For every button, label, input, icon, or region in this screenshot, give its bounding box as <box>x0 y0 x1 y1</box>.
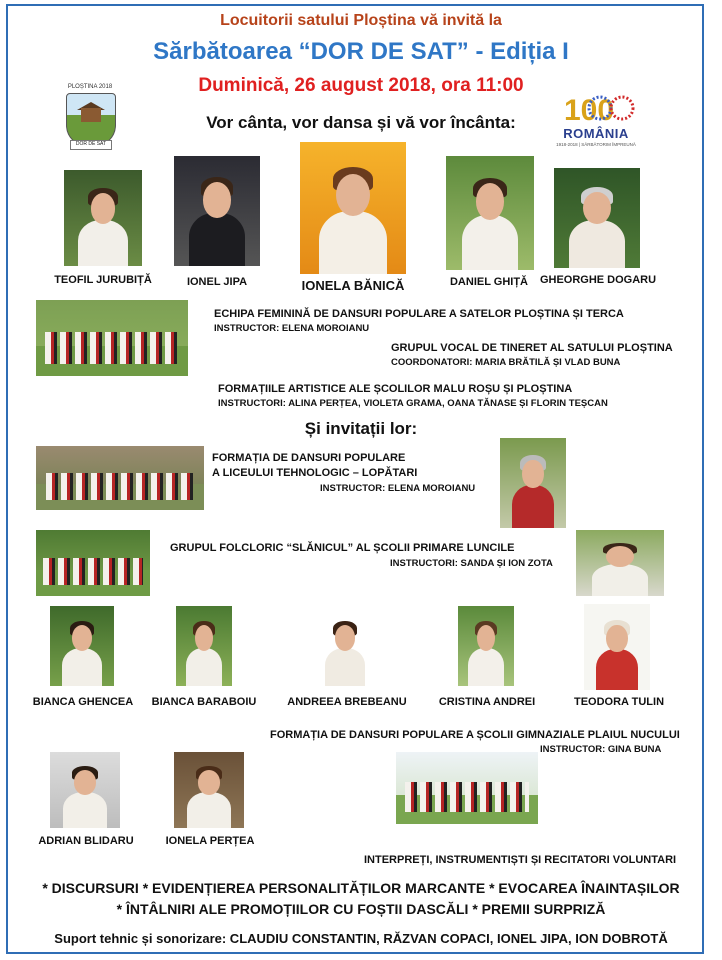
performers-heading: Vor cânta, vor dansa și vă vor încânta: <box>206 113 516 132</box>
guest-group-title: FORMAȚIA DE DANSURI POPULARE <box>212 452 406 464</box>
singer-name: TEOFIL JURUBIȚĂ <box>54 274 152 286</box>
group-instructor: COORDONATORI: MARIA BRĂTILĂ ȘI VLAD BUNA <box>391 357 621 368</box>
guest-dance-group-photo <box>36 446 204 510</box>
guest-group-instructor: INSTRUCTORI: SANDA ȘI ION ZOTA <box>390 558 553 569</box>
program-line-1: * DISCURSURI * EVIDENȚIEREA PERSONALITĂȚILOR MARCANTE * EVOCAREA ÎNAINTAȘILOR <box>42 880 680 896</box>
volunteers-line: INTERPREȚI, INSTRUMENTIȘTI ȘI RECITATORI VOLUNTARI <box>364 854 677 866</box>
singer-name: GHEORGHE DOGARU <box>539 274 657 286</box>
singer-photo <box>554 168 640 268</box>
guest-group-title: GRUPUL FOLCLORIC “SLĂNICUL” AL ȘCOLII PRIMARE LUNCILE <box>170 542 515 554</box>
singer-name: DANIEL GHIȚĂ <box>449 276 529 288</box>
soloist-name: ADRIAN BLIDARU <box>38 835 134 847</box>
school-dance-group-photo <box>396 752 538 824</box>
group-title: GRUPUL VOCAL DE TINERET AL SATULUI PLOȘTINA <box>391 342 673 354</box>
event-title: Sărbătoarea “DOR DE SAT” - Ediția I <box>153 38 569 65</box>
group-title: FORMAȚIILE ARTISTICE ALE ȘCOLILOR MALU ROȘU ȘI PLOȘTINA <box>218 383 573 395</box>
singer-name: IONEL JIPA <box>186 276 248 288</box>
program-line-2: * ÎNTÂLNIRI ALE PROMOȚIILOR CU FOȘTII DASCĂLI * PREMII SURPRIZĂ <box>116 901 606 917</box>
soloist-photo <box>50 606 114 686</box>
soloist-photo <box>174 752 244 828</box>
shield-icon <box>66 93 116 147</box>
singer-photo <box>300 142 406 274</box>
plostina-coat-of-arms-logo: PLOȘTINA 2018 DOR DE SAT <box>60 84 120 154</box>
guest-group-title: FORMAȚIA DE DANSURI POPULARE A ȘCOLII GIMNAZIALE PLAIUL NUCULUI <box>270 729 680 741</box>
soloist-name: ANDREEA BREBEANU <box>287 696 407 708</box>
technical-support-line: Suport tehnic și sonorizare: CLAUDIU CONSTANTIN, RĂZVAN COPACI, IONEL JIPA, ION DOBROTĂ <box>54 931 668 946</box>
soloist-name: CRISTINA ANDREI <box>438 696 536 708</box>
soloist-photo <box>176 606 232 686</box>
soloist-name: TEODORA TULIN <box>573 696 665 708</box>
singer-photo <box>174 156 260 266</box>
guest-group-instructor: INSTRUCTOR: GINA BUNA <box>540 744 662 755</box>
soloist-photo <box>313 606 377 686</box>
dance-group-photo <box>36 300 188 376</box>
singer-name: IONELA BĂNICĂ <box>301 278 405 293</box>
soloist-name: BIANCA BARABOIU <box>151 696 257 708</box>
soloist-photo <box>458 606 514 686</box>
soloist-photo <box>584 604 650 690</box>
centenary-number: 100 <box>564 94 615 126</box>
romania-centenary-logo: 100 ROMÂNIA 1918-2018 | SĂRBĂTORIM ÎMPREUNĂ <box>556 94 636 147</box>
guest-instructor-photo <box>500 438 566 528</box>
soloist-name: BIANCA GHENCEA <box>32 696 134 708</box>
singer-photo <box>64 170 142 266</box>
guest-instructors-photo <box>576 530 664 596</box>
event-date: Duminică, 26 august 2018, ora 11:00 <box>198 75 524 96</box>
guests-heading: Și invitații lor: <box>304 419 418 438</box>
soloist-photo <box>50 752 120 828</box>
folk-group-photo <box>36 530 150 596</box>
group-instructor: INSTRUCTORI: ALINA PERȚEA, VIOLETA GRAMA, OANA TĂNASE ȘI FLORIN TEȘCAN <box>218 398 608 409</box>
guest-group-title: A LICEULUI TEHNOLOGIC – LOPĂTARI <box>212 467 418 479</box>
invite-line: Locuitorii satului Ploștina vă invită la <box>220 12 502 29</box>
group-instructor: INSTRUCTOR: ELENA MOROIANU <box>214 323 370 334</box>
soloist-name: IONELA PERȚEA <box>165 835 255 847</box>
guest-group-instructor: INSTRUCTOR: ELENA MOROIANU <box>320 483 476 494</box>
singer-photo <box>446 156 534 270</box>
group-title: ECHIPA FEMININĂ DE DANSURI POPULARE A SATELOR PLOȘTINA ȘI TERCA <box>214 308 624 320</box>
